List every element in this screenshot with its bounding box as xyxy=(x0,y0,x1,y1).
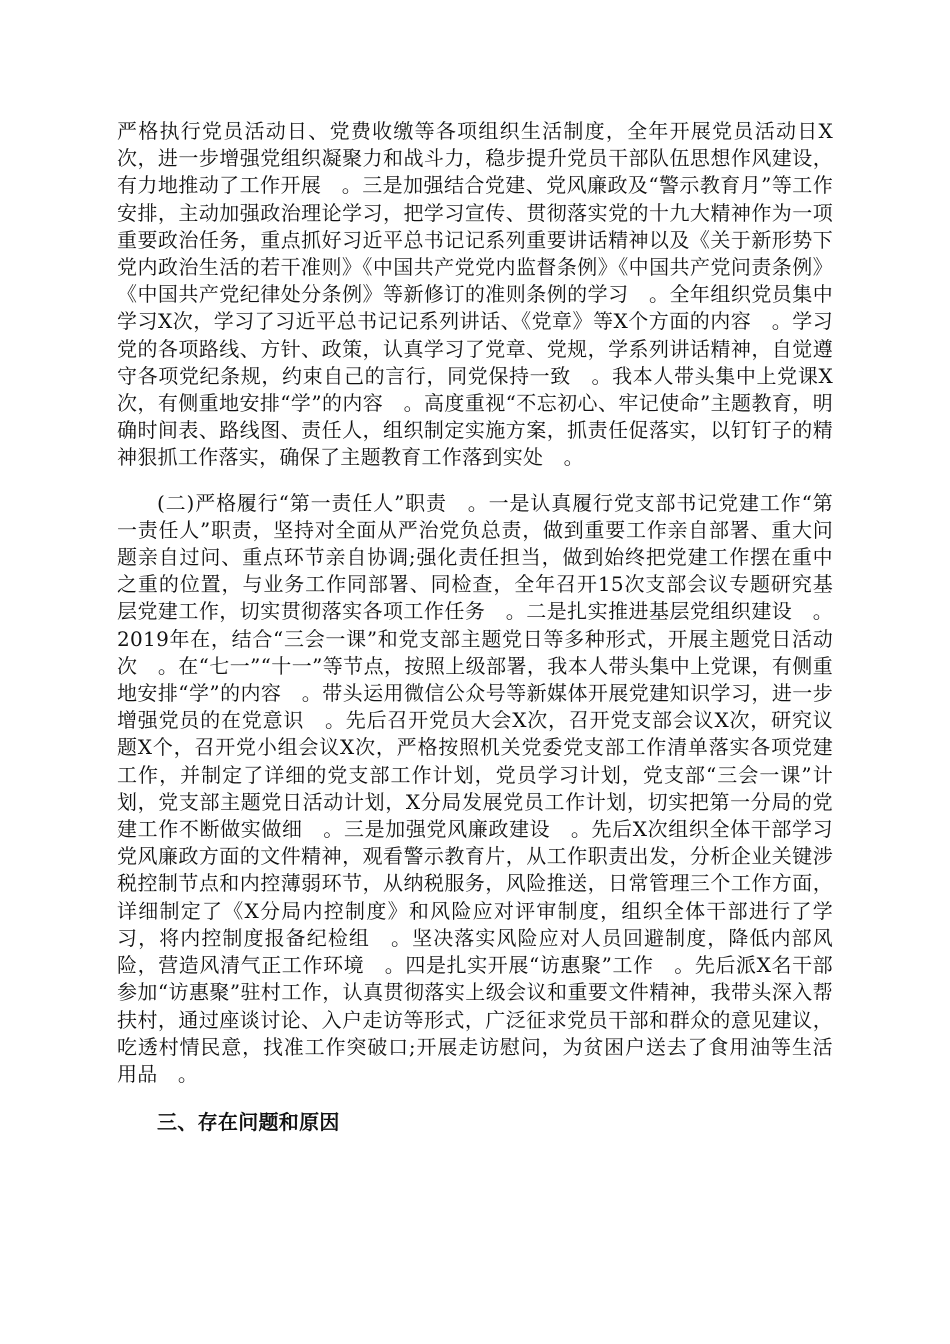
paragraph-first-responsible-duty: (二)严格履行“第一责任人”职责 。一是认真履行党支部书记党建工作“第一责任人”职责，坚持对全面从严治党负总责，做到重要工作亲自部署、重大问题亲自过问、重点环节亲自协调;强化责任担当，做到始终把党建工作摆在重中之重的位置，与业务工作同部署、同检查，全年召开15次支部会议专题研究基层党建工作，切实贯彻落实各项工作任务 。二是扎实推进基层党组织建设 。2019年在，结合“三会一课”和党支部主题党日等多种形式，开展主题党日活动次 。在“七一”“十一”等节点，按照上级部署，我本人带头集中上党课，有侧重地安排“学”的内容 。带头运用微信公众号等新媒体开展党建知识学习，进一步增强党员的在党意识 。先后召开党员大会X次，召开党支部会议X次，研究议题X个，召开党小组会议X次，严格按照机关党委党支部工作清单落实各项党建工作，并制定了详细的党支部工作计划，党员学习计划，党支部“三会一课”计划，党支部主题党日活动计划，X分局发展党员工作计划，切实把第一分局的党建工作不断做实做细 。三是加强党风廉政建设 。先后X次组织全体干部学习党风廉政方面的文件精神，观看警示教育片，从工作职责出发，分析企业关键涉税控制节点和内控薄弱环节，从纳税服务，风险推送，日常管理三个工作方面，详细制定了《X分局内控制度》和风险应对评审制度，组织全体干部进行了学习，将内控制度报备纪检组 。坚决落实风险应对人员回避制度，降低内部风险，营造风清气正工作环境 。四是扎实开展“访惠聚”工作 。先后派X名干部参加“访惠聚”驻村工作，认真贯彻落实上级会议和重要文件精神，我带头深入帮扶村，通过座谈讨论、入户走访等形式，广泛征求党员干部和群众的意见建议，吃透村情民意，找准工作突破口;开展走访慰问，为贫困户送去了食用油等生活用品 。 xyxy=(117,490,833,1086)
document-body xyxy=(117,118,833,1136)
paragraph-party-activities: 严格执行党员活动日、党费收缴等各项组织生活制度，全年开展党员活动日X次，进一步增强党组织凝聚力和战斗力，稳步提升党员干部队伍思想作风建设，有力地推动了工作开展 。三是加强结合党建、党风廉政及“警示教育月”等工作安排，主动加强政治理论学习，把学习宣传、贯彻落实党的十九大精神作为一项重要政治任务，重点抓好习近平总书记记系列重要讲话精神以及《关于新形势下党内政治生活的若干准则》《中国共产党党内监督条例》《中国共产党问责条例》《中国共产党纪律处分条例》等新修订的准则条例的学习 。全年组织党员集中学习X次，学习了习近平总书记记系列讲话、《党章》等X个方面的内容 。学习党的各项路线、方针、政策，认真学习了党章、党规，学系列讲话精神，自觉遵守各项党纪条规，约束自己的言行，同党保持一致 。我本人带头集中上党课X次，有侧重地安排“学”的内容 。高度重视“不忘初心、牢记使命”主题教育，明确时间表、路线图、责任人，组织制定实施方案，抓责任促落实，以钉钉子的精神狠抓工作落实，确保了主题教育工作落到实处 。 xyxy=(117,119,833,470)
section-heading-problems: 三、存在问题和原因 xyxy=(157,1110,340,1135)
